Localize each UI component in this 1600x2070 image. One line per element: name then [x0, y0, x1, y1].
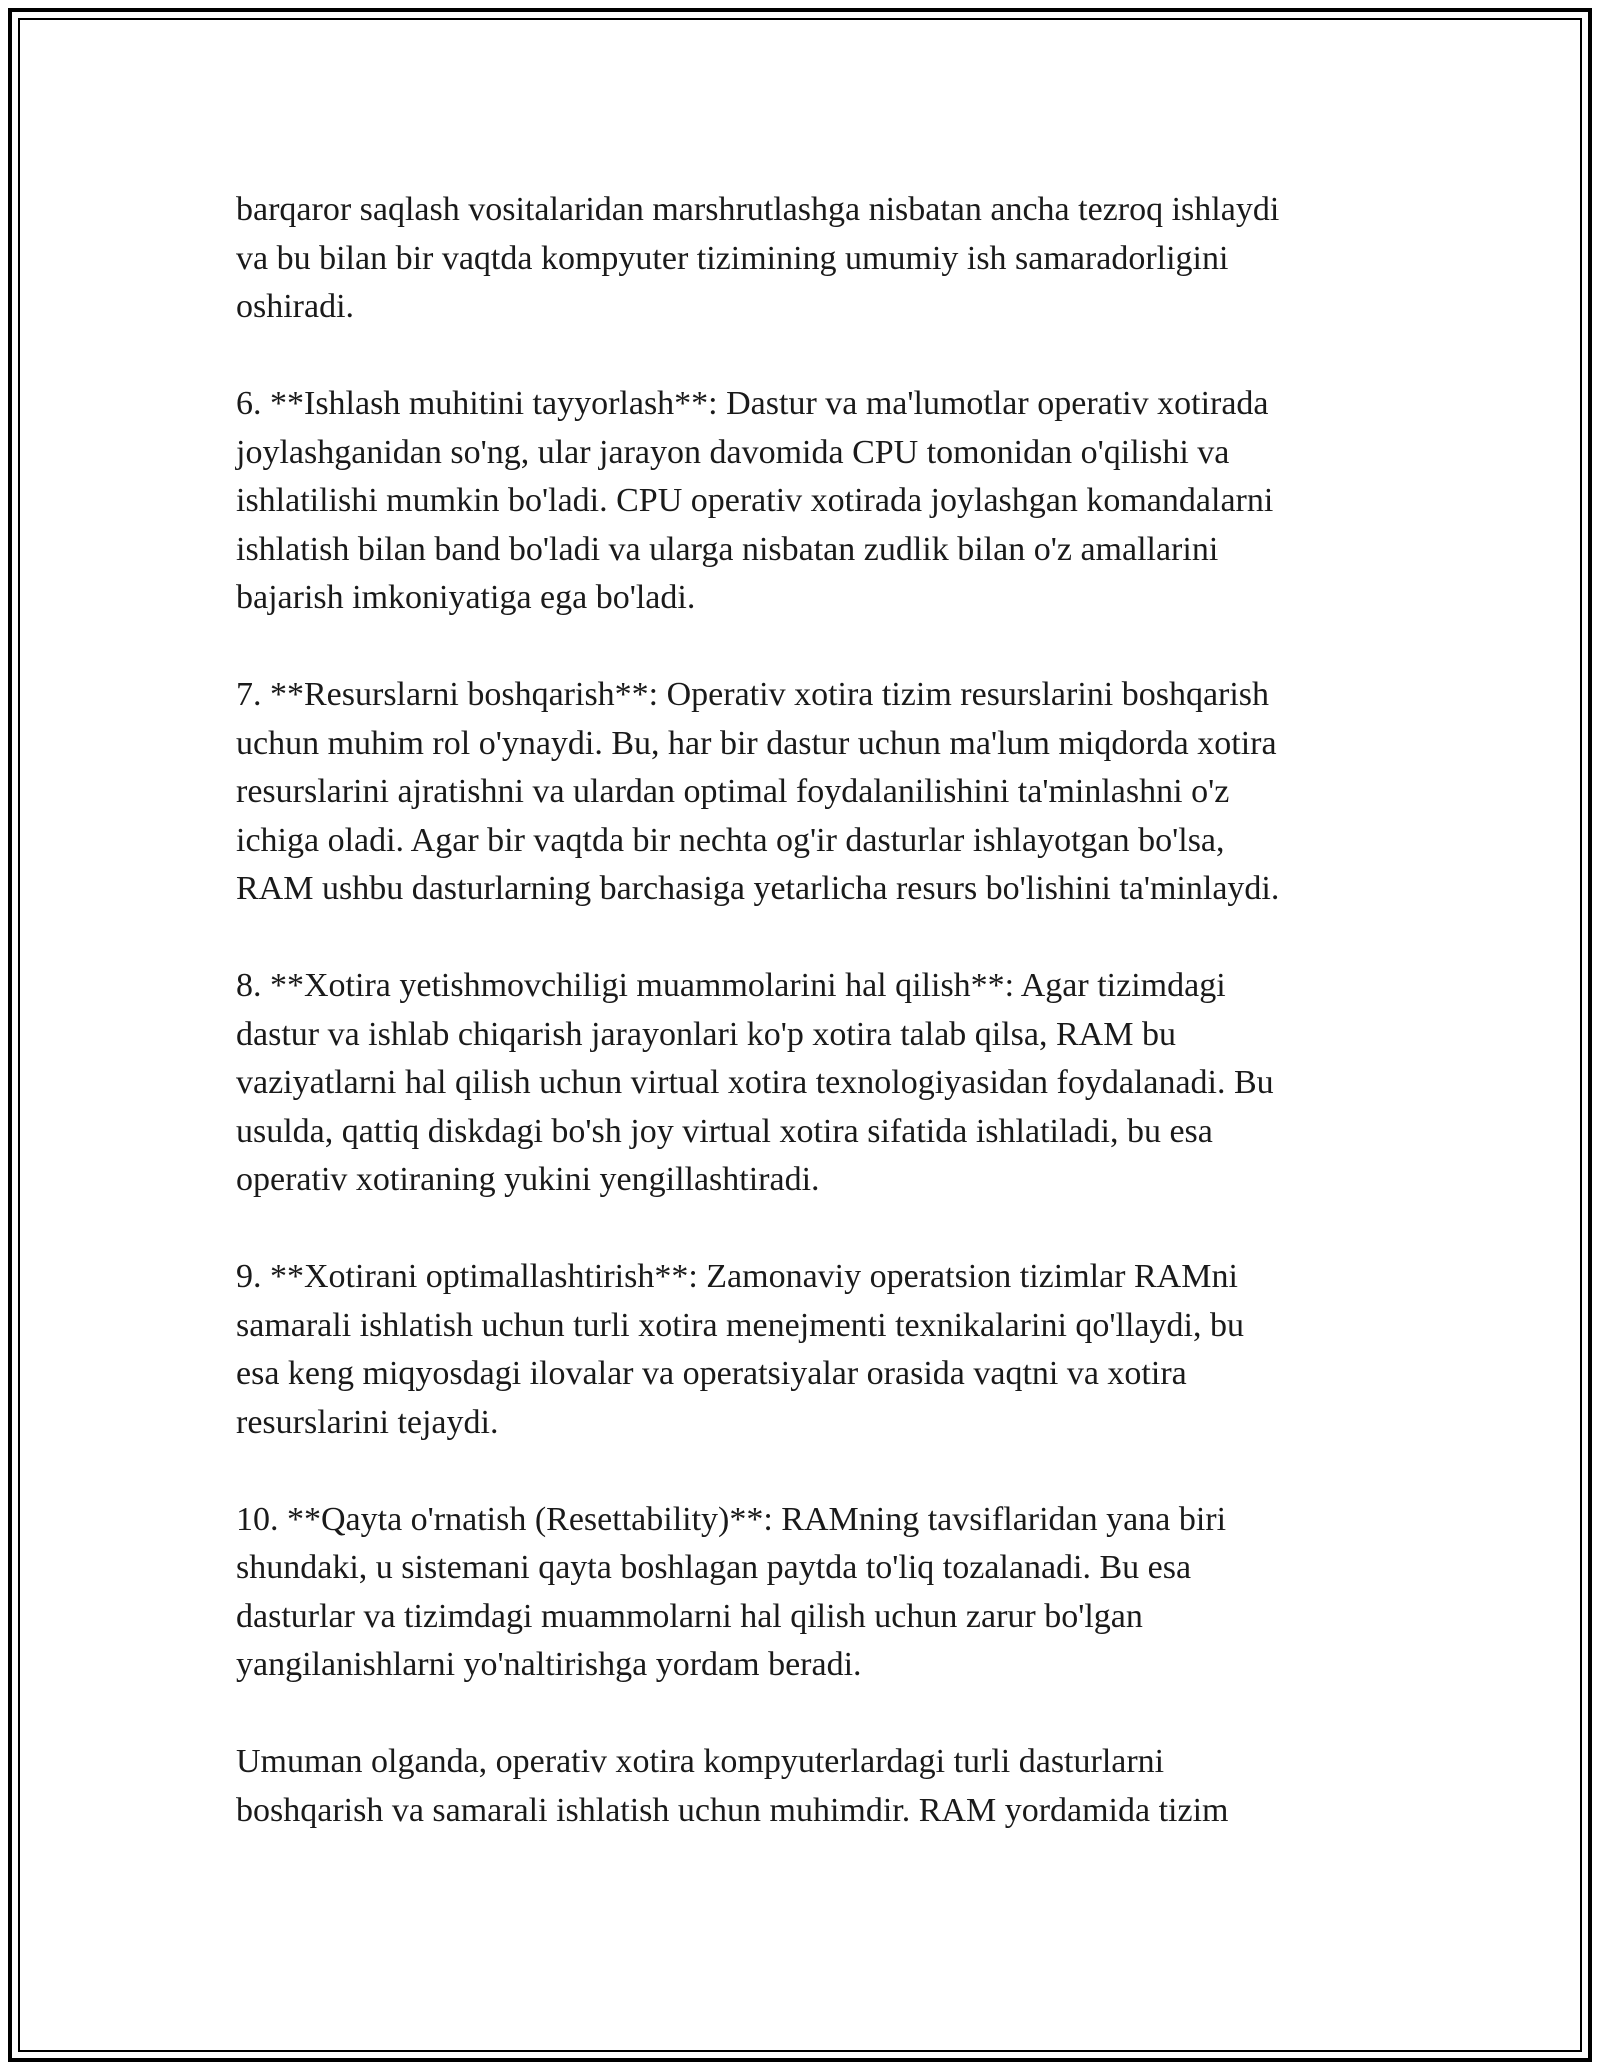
paragraph-item-6	[236, 380, 1371, 623]
text-line: usulda, qattiq diskdagi bo'sh joy virtual xotira sifatida ishlatiladi, bu esa	[236, 1112, 1213, 1150]
text-line: RAM ushbu dasturlarning barchasiga yetarlicha resurs bo'lishini ta'minlaydi.	[236, 870, 1280, 907]
document-body	[236, 186, 1371, 1884]
text-line: va bu bilan bir vaqtda kompyuter tizimining umumiy ish samaradorligini	[236, 239, 1229, 277]
text-line: dastur va ishlab chiqarish jarayonlari ko'p xotira talab qilsa, RAM bu	[236, 1015, 1176, 1053]
text-line: dasturlar va tizimdagi muammolarni hal qilish uchun zarur bo'lgan	[236, 1597, 1143, 1635]
text-line: ichiga oladi. Agar bir vaqtda bir nechta og'ir dasturlar ishlayotgan bo'lsa,	[236, 821, 1225, 859]
text-line: bajarish imkoniyatiga ega bo'ladi.	[236, 579, 696, 616]
text-line: operativ xotiraning yukini yengillashtiradi.	[236, 1161, 820, 1198]
text-line: ishlatilishi mumkin bo'ladi. CPU operativ xotirada joylashgan komandalarni	[236, 482, 1274, 519]
text-line: 6. **Ishlash muhitini tayyorlash**: Dastur va ma'lumotlar operativ xotirada	[236, 385, 1269, 422]
text-line: shundaki, u sistemani qayta boshlagan paytda to'liq tozalanadi. Bu esa	[236, 1549, 1192, 1586]
text-line: oshiradi.	[236, 288, 355, 325]
text-line: esa keng miqyosdagi ilovalar va operatsiyalar orasida vaqtni va xotira	[236, 1355, 1187, 1392]
paragraph-conclusion	[236, 1738, 1371, 1835]
text-line: joylashganidan so'ng, ular jarayon davomida CPU tomonidan o'qilishi va	[236, 433, 1230, 471]
paragraph-item-9	[236, 1253, 1371, 1447]
paragraph-item-8	[236, 962, 1371, 1205]
text-line: 10. **Qayta o'rnatish (Resettability)**: RAMning tavsiflaridan yana biri	[236, 1500, 1227, 1538]
text-line: resurslarini tejaydi.	[236, 1403, 499, 1441]
text-line: ishlatish bilan band bo'ladi va ularga nisbatan zudlik bilan o'z amallarini	[236, 530, 1219, 568]
text-line: yangilanishlarni yo'naltirishga yordam beradi.	[236, 1646, 862, 1683]
text-line: 9. **Xotirani optimallashtirish**: Zamonaviy operatsion tizimlar RAMni	[236, 1258, 1238, 1295]
text-line: boshqarish va samarali ishlatish uchun muhimdir. RAM yordamida tizim	[236, 1791, 1229, 1829]
text-line: 7. **Resurslarni boshqarish**: Operativ xotira tizim resurslarini boshqarish	[236, 676, 1270, 713]
text-line: vaziyatlarni hal qilish uchun virtual xotira texnologiyasidan foydalanadi. Bu	[236, 1064, 1274, 1101]
text-line: Umuman olganda, operativ xotira kompyuterlardagi turli dasturlarni	[236, 1743, 1165, 1780]
text-line: barqaror saqlash vositalaridan marshrutlashga nisbatan ancha tezroq ishlaydi	[236, 191, 1280, 228]
paragraph-item-10	[236, 1496, 1371, 1690]
text-line: uchun muhim rol o'ynaydi. Bu, har bir dastur uchun ma'lum miqdorda xotira	[236, 724, 1277, 762]
text-line: resurslarini ajratishni va ulardan optimal foydalanilishini ta'minlashni o'z	[236, 773, 1230, 810]
text-line: samarali ishlatish uchun turli xotira menejmenti texnikalarini qo'llaydi, bu	[236, 1306, 1244, 1344]
paragraph-item-7	[236, 671, 1371, 914]
text-line: 8. **Xotira yetishmovchiligi muammolarini hal qilish**: Agar tizimdagi	[236, 967, 1226, 1004]
paragraph-intro-continuation	[236, 186, 1371, 332]
